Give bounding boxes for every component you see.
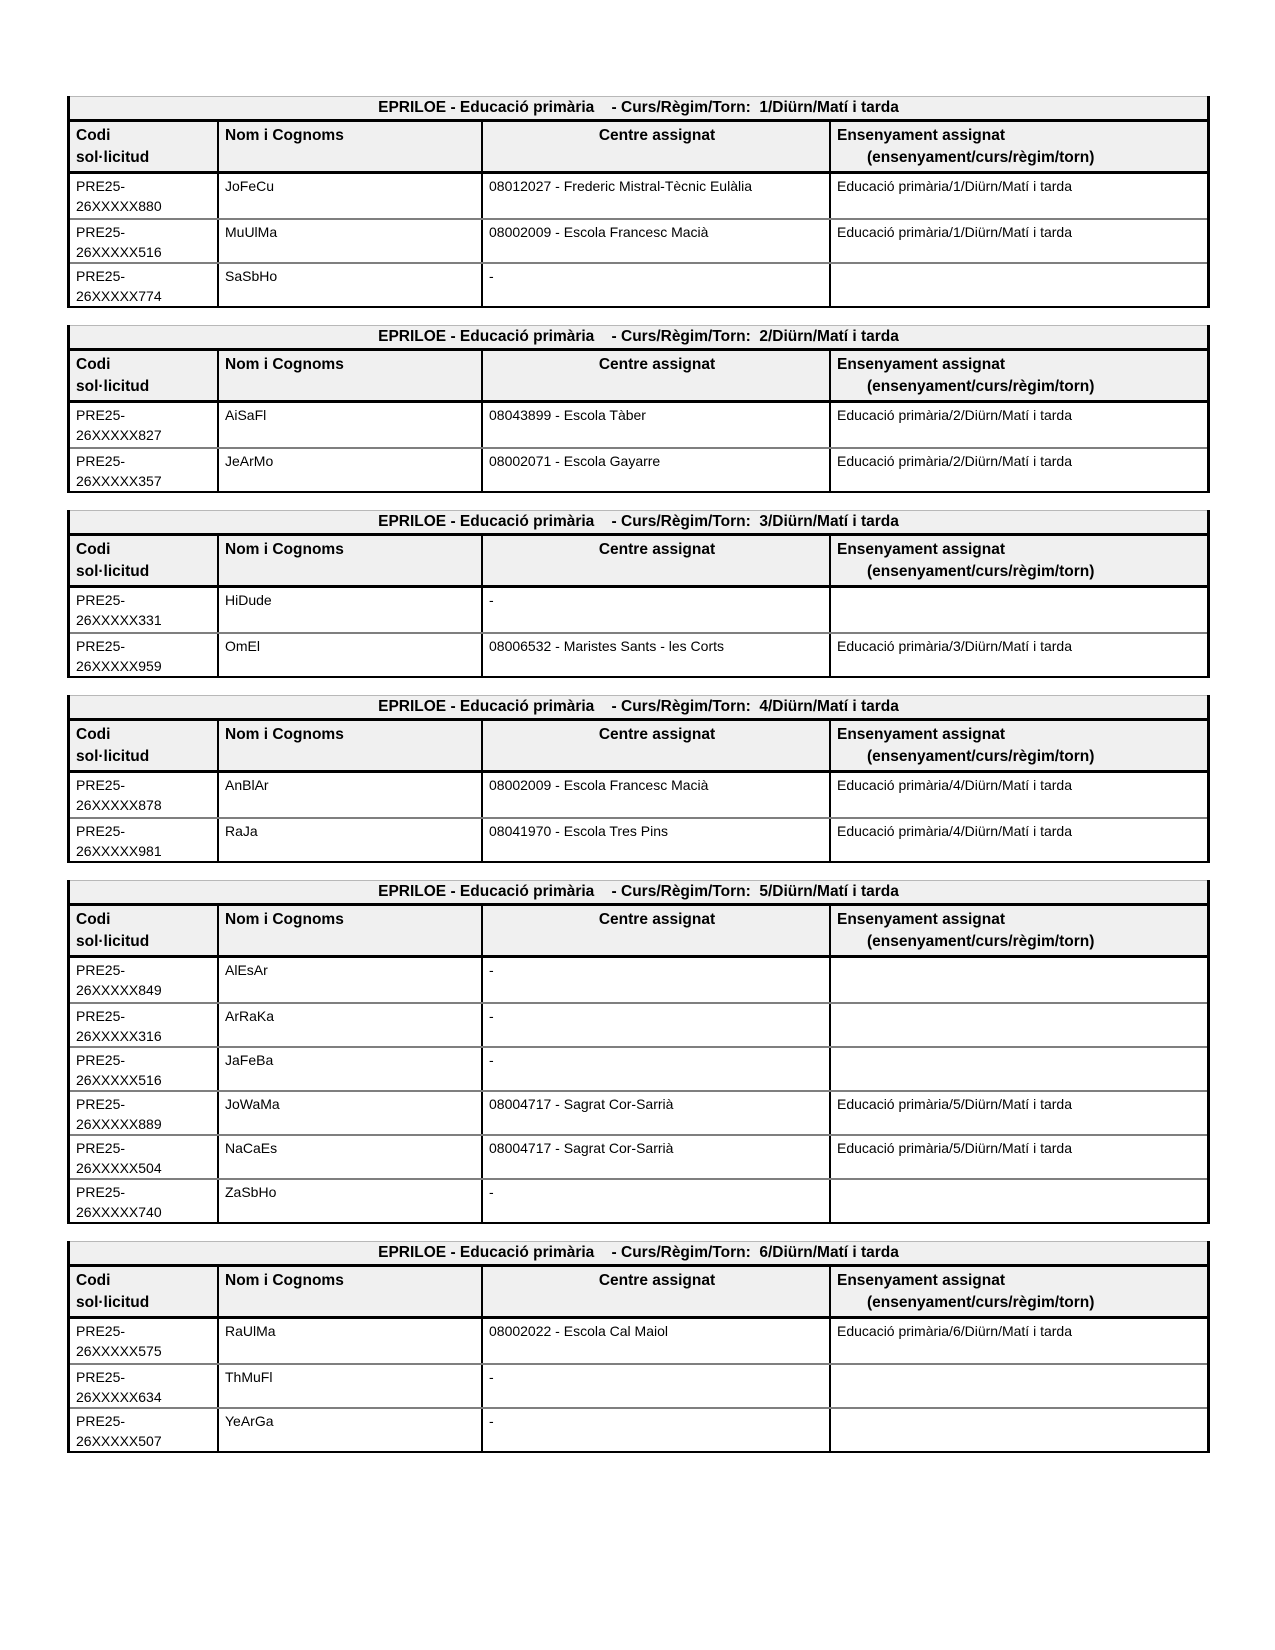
codi-prefix-line: PRE25- <box>76 777 126 793</box>
centre-assignat-cell <box>481 1004 829 1046</box>
nom-line: JeArMo <box>225 453 274 469</box>
nom-line: AnBlAr <box>225 777 269 793</box>
table-header-row <box>70 351 1207 403</box>
table-row <box>70 773 1207 817</box>
table-row <box>70 1002 1207 1046</box>
assignment-table <box>67 96 1210 308</box>
codi-number-line: 26XXXXX507 <box>76 1433 162 1449</box>
table-row <box>70 447 1207 491</box>
codi-header-line-2: sol·licitud <box>76 748 150 765</box>
nom-line: ArRaKa <box>225 1008 275 1024</box>
centre-assignat-cell <box>481 1365 829 1407</box>
column-header-nom-i-cognoms <box>217 721 481 770</box>
codi-sollicitud-cell <box>70 174 217 218</box>
column-header-codi-sollicitud <box>70 721 217 770</box>
codi-prefix-line: PRE25- <box>76 638 126 654</box>
codi-prefix-line: PRE25- <box>76 407 126 423</box>
ensenyament-assignat-cell <box>829 1180 1207 1222</box>
codi-prefix-line: PRE25- <box>76 224 126 240</box>
codi-header-line-1: Codi <box>76 911 111 928</box>
codi-prefix-line: PRE25- <box>76 1369 126 1385</box>
nom-line: OmEl <box>225 638 260 654</box>
centre-line: 08002071 - Escola Gayarre <box>489 453 661 469</box>
nom-i-cognoms-cell <box>217 449 481 491</box>
ensenyament-assignat-cell <box>829 634 1207 676</box>
ensenyament-line: Educació primària/1/Diürn/Matí i tarda <box>837 178 1072 194</box>
table-row <box>70 174 1207 218</box>
column-header-nom-i-cognoms <box>217 1267 481 1316</box>
ensenyament-assignat-cell <box>829 264 1207 306</box>
centre-assignat-cell <box>481 220 829 262</box>
ensenyament-line: Educació primària/3/Diürn/Matí i tarda <box>837 638 1072 654</box>
column-header-codi-sollicitud <box>70 351 217 400</box>
codi-sollicitud-cell <box>70 588 217 632</box>
centre-assignat-cell <box>481 1180 829 1222</box>
codi-sollicitud-cell <box>70 773 217 817</box>
nom-i-cognoms-cell <box>217 958 481 1002</box>
ensenyament-assignat-cell <box>829 174 1207 218</box>
table-title: EPRILOE - Educació primària - Curs/Règim/Torn: 5/Diürn/Matí i tarda <box>70 880 1207 906</box>
column-header-centre-assignat <box>481 1267 829 1316</box>
ensenyament-assignat-cell <box>829 819 1207 861</box>
ensenyament-assignat-cell <box>829 449 1207 491</box>
centre-line: 08004717 - Sagrat Cor-Sarrià <box>489 1140 674 1156</box>
ensenyament-line: Educació primària/2/Diürn/Matí i tarda <box>837 407 1072 423</box>
codi-number-line: 26XXXXX634 <box>76 1389 162 1405</box>
nom-i-cognoms-cell <box>217 1319 481 1363</box>
centre-header-line: Centre assignat <box>598 1272 716 1289</box>
codi-number-line: 26XXXXX959 <box>76 658 162 674</box>
column-header-ensenyament-assignat <box>829 351 1207 400</box>
centre-line: - <box>489 268 494 284</box>
codi-prefix-line: PRE25- <box>76 592 126 608</box>
centre-header-line: Centre assignat <box>598 356 716 373</box>
assignment-table <box>67 510 1210 678</box>
codi-number-line: 26XXXXX516 <box>76 1072 162 1088</box>
nom-line: ThMuFl <box>225 1369 273 1385</box>
column-header-ensenyament-assignat <box>829 122 1207 171</box>
assignment-table <box>67 1241 1210 1453</box>
nom-line: SaSbHo <box>225 268 278 284</box>
table-row <box>70 817 1207 861</box>
nom-i-cognoms-cell <box>217 1092 481 1134</box>
centre-line: - <box>489 1008 494 1024</box>
ensenyament-assignat-cell <box>829 1319 1207 1363</box>
table-row <box>70 1134 1207 1178</box>
ensenyament-line: Educació primària/2/Diürn/Matí i tarda <box>837 453 1072 469</box>
codi-number-line: 26XXXXX981 <box>76 843 162 859</box>
centre-assignat-cell <box>481 403 829 447</box>
centre-assignat-cell <box>481 1409 829 1451</box>
nom-line: HiDude <box>225 592 272 608</box>
centre-assignat-cell <box>481 264 829 306</box>
codi-number-line: 26XXXXX331 <box>76 612 162 628</box>
centre-line: 08002009 - Escola Francesc Macià <box>489 777 709 793</box>
codi-prefix-line: PRE25- <box>76 962 126 978</box>
ensenyament-header-line-2: (ensenyament/curs/règim/torn) <box>867 748 1095 765</box>
column-header-ensenyament-assignat <box>829 721 1207 770</box>
centre-assignat-cell <box>481 1319 829 1363</box>
nom-header-line: Nom i Cognoms <box>225 127 344 144</box>
table-title: EPRILOE - Educació primària - Curs/Règim/Torn: 4/Diürn/Matí i tarda <box>70 695 1207 721</box>
nom-line: AlEsAr <box>225 962 268 978</box>
nom-line: YeArGa <box>225 1413 274 1429</box>
nom-i-cognoms-cell <box>217 1048 481 1090</box>
column-header-nom-i-cognoms <box>217 122 481 171</box>
column-header-nom-i-cognoms <box>217 906 481 955</box>
nom-line: NaCaEs <box>225 1140 278 1156</box>
codi-sollicitud-cell <box>70 1319 217 1363</box>
centre-header-line: Centre assignat <box>598 541 716 558</box>
codi-header-line-2: sol·licitud <box>76 149 150 166</box>
nom-i-cognoms-cell <box>217 773 481 817</box>
column-header-codi-sollicitud <box>70 906 217 955</box>
table-row <box>70 262 1207 306</box>
ensenyament-header-line-1: Ensenyament assignat <box>837 1272 1005 1289</box>
codi-number-line: 26XXXXX516 <box>76 244 162 260</box>
nom-i-cognoms-cell <box>217 819 481 861</box>
codi-prefix-line: PRE25- <box>76 1096 126 1112</box>
centre-line: 08041970 - Escola Tres Pins <box>489 823 668 839</box>
centre-assignat-cell <box>481 588 829 632</box>
centre-line: - <box>489 1184 494 1200</box>
ensenyament-assignat-cell <box>829 1409 1207 1451</box>
nom-i-cognoms-cell <box>217 1004 481 1046</box>
ensenyament-header-line-1: Ensenyament assignat <box>837 127 1005 144</box>
centre-assignat-cell <box>481 1092 829 1134</box>
column-header-centre-assignat <box>481 536 829 585</box>
column-header-codi-sollicitud <box>70 1267 217 1316</box>
table-row <box>70 1319 1207 1363</box>
codi-prefix-line: PRE25- <box>76 1008 126 1024</box>
table-row <box>70 632 1207 676</box>
nom-header-line: Nom i Cognoms <box>225 356 344 373</box>
table-header-row <box>70 536 1207 588</box>
nom-i-cognoms-cell <box>217 220 481 262</box>
ensenyament-header-line-1: Ensenyament assignat <box>837 911 1005 928</box>
column-header-ensenyament-assignat <box>829 1267 1207 1316</box>
ensenyament-line: Educació primària/5/Diürn/Matí i tarda <box>837 1096 1072 1112</box>
table-row <box>70 588 1207 632</box>
codi-prefix-line: PRE25- <box>76 1323 126 1339</box>
centre-line: - <box>489 962 494 978</box>
ensenyament-assignat-cell <box>829 1092 1207 1134</box>
codi-sollicitud-cell <box>70 1180 217 1222</box>
codi-header-line-2: sol·licitud <box>76 563 150 580</box>
table-row <box>70 958 1207 1002</box>
centre-assignat-cell <box>481 773 829 817</box>
ensenyament-header-line-1: Ensenyament assignat <box>837 541 1005 558</box>
codi-prefix-line: PRE25- <box>76 1140 126 1156</box>
table-header-row <box>70 122 1207 174</box>
codi-number-line: 26XXXXX880 <box>76 198 162 214</box>
centre-assignat-cell <box>481 819 829 861</box>
ensenyament-line: Educació primària/4/Diürn/Matí i tarda <box>837 823 1072 839</box>
codi-number-line: 26XXXXX357 <box>76 473 162 489</box>
table-header-row <box>70 721 1207 773</box>
table-row <box>70 403 1207 447</box>
codi-prefix-line: PRE25- <box>76 178 126 194</box>
codi-sollicitud-cell <box>70 634 217 676</box>
codi-sollicitud-cell <box>70 449 217 491</box>
codi-header-line-2: sol·licitud <box>76 1294 150 1311</box>
codi-number-line: 26XXXXX849 <box>76 982 162 998</box>
nom-i-cognoms-cell <box>217 1180 481 1222</box>
codi-sollicitud-cell <box>70 958 217 1002</box>
nom-line: RaJa <box>225 823 258 839</box>
codi-number-line: 26XXXXX316 <box>76 1028 162 1044</box>
column-header-ensenyament-assignat <box>829 536 1207 585</box>
centre-line: 08012027 - Frederic Mistral-Tècnic Eulàlia <box>489 178 752 194</box>
codi-number-line: 26XXXXX889 <box>76 1116 162 1132</box>
nom-header-line: Nom i Cognoms <box>225 1272 344 1289</box>
codi-header-line-1: Codi <box>76 1272 111 1289</box>
codi-header-line-1: Codi <box>76 127 111 144</box>
nom-line: JoWaMa <box>225 1096 280 1112</box>
table-header-row <box>70 1267 1207 1319</box>
nom-line: JoFeCu <box>225 178 275 194</box>
centre-assignat-cell <box>481 1048 829 1090</box>
codi-prefix-line: PRE25- <box>76 823 126 839</box>
ensenyament-line: Educació primària/5/Diürn/Matí i tarda <box>837 1140 1072 1156</box>
codi-header-line-1: Codi <box>76 356 111 373</box>
ensenyament-assignat-cell <box>829 588 1207 632</box>
centre-line: 08006532 - Maristes Sants - les Corts <box>489 638 724 654</box>
codi-header-line-1: Codi <box>76 726 111 743</box>
codi-sollicitud-cell <box>70 1409 217 1451</box>
centre-line: - <box>489 592 494 608</box>
column-header-centre-assignat <box>481 122 829 171</box>
codi-prefix-line: PRE25- <box>76 268 126 284</box>
nom-header-line: Nom i Cognoms <box>225 911 344 928</box>
ensenyament-assignat-cell <box>829 773 1207 817</box>
nom-i-cognoms-cell <box>217 264 481 306</box>
ensenyament-header-line-2: (ensenyament/curs/règim/torn) <box>867 1294 1095 1311</box>
ensenyament-header-line-2: (ensenyament/curs/règim/torn) <box>867 933 1095 950</box>
assignment-table <box>67 325 1210 493</box>
table-row <box>70 1178 1207 1222</box>
column-header-centre-assignat <box>481 906 829 955</box>
codi-prefix-line: PRE25- <box>76 1413 126 1429</box>
centre-line: 08004717 - Sagrat Cor-Sarrià <box>489 1096 674 1112</box>
ensenyament-assignat-cell <box>829 220 1207 262</box>
codi-header-line-1: Codi <box>76 541 111 558</box>
table-row <box>70 1090 1207 1134</box>
nom-header-line: Nom i Cognoms <box>225 541 344 558</box>
codi-number-line: 26XXXXX575 <box>76 1343 162 1359</box>
codi-number-line: 26XXXXX827 <box>76 427 162 443</box>
column-header-ensenyament-assignat <box>829 906 1207 955</box>
centre-assignat-cell <box>481 1136 829 1178</box>
codi-prefix-line: PRE25- <box>76 1052 126 1068</box>
codi-sollicitud-cell <box>70 819 217 861</box>
column-header-codi-sollicitud <box>70 536 217 585</box>
table-row <box>70 1363 1207 1407</box>
ensenyament-assignat-cell <box>829 1136 1207 1178</box>
ensenyament-line: Educació primària/4/Diürn/Matí i tarda <box>837 777 1072 793</box>
centre-assignat-cell <box>481 174 829 218</box>
codi-sollicitud-cell <box>70 1365 217 1407</box>
table-row <box>70 1046 1207 1090</box>
table-title: EPRILOE - Educació primària - Curs/Règim/Torn: 2/Diürn/Matí i tarda <box>70 325 1207 351</box>
centre-header-line: Centre assignat <box>598 726 716 743</box>
nom-line: ZaSbHo <box>225 1184 277 1200</box>
assignment-table <box>67 880 1210 1224</box>
assignment-table <box>67 695 1210 863</box>
centre-assignat-cell <box>481 634 829 676</box>
codi-sollicitud-cell <box>70 220 217 262</box>
column-header-codi-sollicitud <box>70 122 217 171</box>
ensenyament-line: Educació primària/6/Diürn/Matí i tarda <box>837 1323 1072 1339</box>
ensenyament-assignat-cell <box>829 1004 1207 1046</box>
ensenyament-line: Educació primària/1/Diürn/Matí i tarda <box>837 224 1072 240</box>
ensenyament-assignat-cell <box>829 403 1207 447</box>
centre-assignat-cell <box>481 449 829 491</box>
codi-prefix-line: PRE25- <box>76 1184 126 1200</box>
centre-line: - <box>489 1413 494 1429</box>
centre-line: 08002009 - Escola Francesc Macià <box>489 224 709 240</box>
table-title: EPRILOE - Educació primària - Curs/Règim/Torn: 6/Diürn/Matí i tarda <box>70 1241 1207 1267</box>
centre-line: - <box>489 1369 494 1385</box>
codi-sollicitud-cell <box>70 1004 217 1046</box>
codi-number-line: 26XXXXX740 <box>76 1204 162 1220</box>
codi-number-line: 26XXXXX774 <box>76 288 162 304</box>
centre-assignat-cell <box>481 958 829 1002</box>
codi-sollicitud-cell <box>70 1092 217 1134</box>
nom-i-cognoms-cell <box>217 1136 481 1178</box>
ensenyament-header-line-1: Ensenyament assignat <box>837 356 1005 373</box>
column-header-centre-assignat <box>481 721 829 770</box>
centre-header-line: Centre assignat <box>598 911 716 928</box>
nom-line: MuUlMa <box>225 224 278 240</box>
codi-number-line: 26XXXXX504 <box>76 1160 162 1176</box>
ensenyament-header-line-2: (ensenyament/curs/règim/torn) <box>867 149 1095 166</box>
table-title: EPRILOE - Educació primària - Curs/Règim/Torn: 1/Diürn/Matí i tarda <box>70 96 1207 122</box>
nom-header-line: Nom i Cognoms <box>225 726 344 743</box>
centre-line: - <box>489 1052 494 1068</box>
codi-sollicitud-cell <box>70 1136 217 1178</box>
nom-i-cognoms-cell <box>217 403 481 447</box>
nom-line: JaFeBa <box>225 1052 274 1068</box>
column-header-centre-assignat <box>481 351 829 400</box>
nom-i-cognoms-cell <box>217 588 481 632</box>
ensenyament-header-line-2: (ensenyament/curs/règim/torn) <box>867 378 1095 395</box>
codi-header-line-2: sol·licitud <box>76 933 150 950</box>
nom-line: AiSaFl <box>225 407 267 423</box>
codi-number-line: 26XXXXX878 <box>76 797 162 813</box>
nom-i-cognoms-cell <box>217 1409 481 1451</box>
table-row <box>70 1407 1207 1451</box>
ensenyament-header-line-2: (ensenyament/curs/règim/torn) <box>867 563 1095 580</box>
centre-header-line: Centre assignat <box>598 127 716 144</box>
column-header-nom-i-cognoms <box>217 536 481 585</box>
centre-line: 08043899 - Escola Tàber <box>489 407 646 423</box>
centre-line: 08002022 - Escola Cal Maiol <box>489 1323 668 1339</box>
nom-line: RaUlMa <box>225 1323 276 1339</box>
table-title: EPRILOE - Educació primària - Curs/Règim/Torn: 3/Diürn/Matí i tarda <box>70 510 1207 536</box>
codi-sollicitud-cell <box>70 1048 217 1090</box>
nom-i-cognoms-cell <box>217 1365 481 1407</box>
ensenyament-header-line-1: Ensenyament assignat <box>837 726 1005 743</box>
table-header-row <box>70 906 1207 958</box>
nom-i-cognoms-cell <box>217 174 481 218</box>
ensenyament-assignat-cell <box>829 1365 1207 1407</box>
ensenyament-assignat-cell <box>829 1048 1207 1090</box>
codi-sollicitud-cell <box>70 264 217 306</box>
codi-header-line-2: sol·licitud <box>76 378 150 395</box>
nom-i-cognoms-cell <box>217 634 481 676</box>
column-header-nom-i-cognoms <box>217 351 481 400</box>
codi-prefix-line: PRE25- <box>76 453 126 469</box>
table-row <box>70 218 1207 262</box>
ensenyament-assignat-cell <box>829 958 1207 1002</box>
codi-sollicitud-cell <box>70 403 217 447</box>
